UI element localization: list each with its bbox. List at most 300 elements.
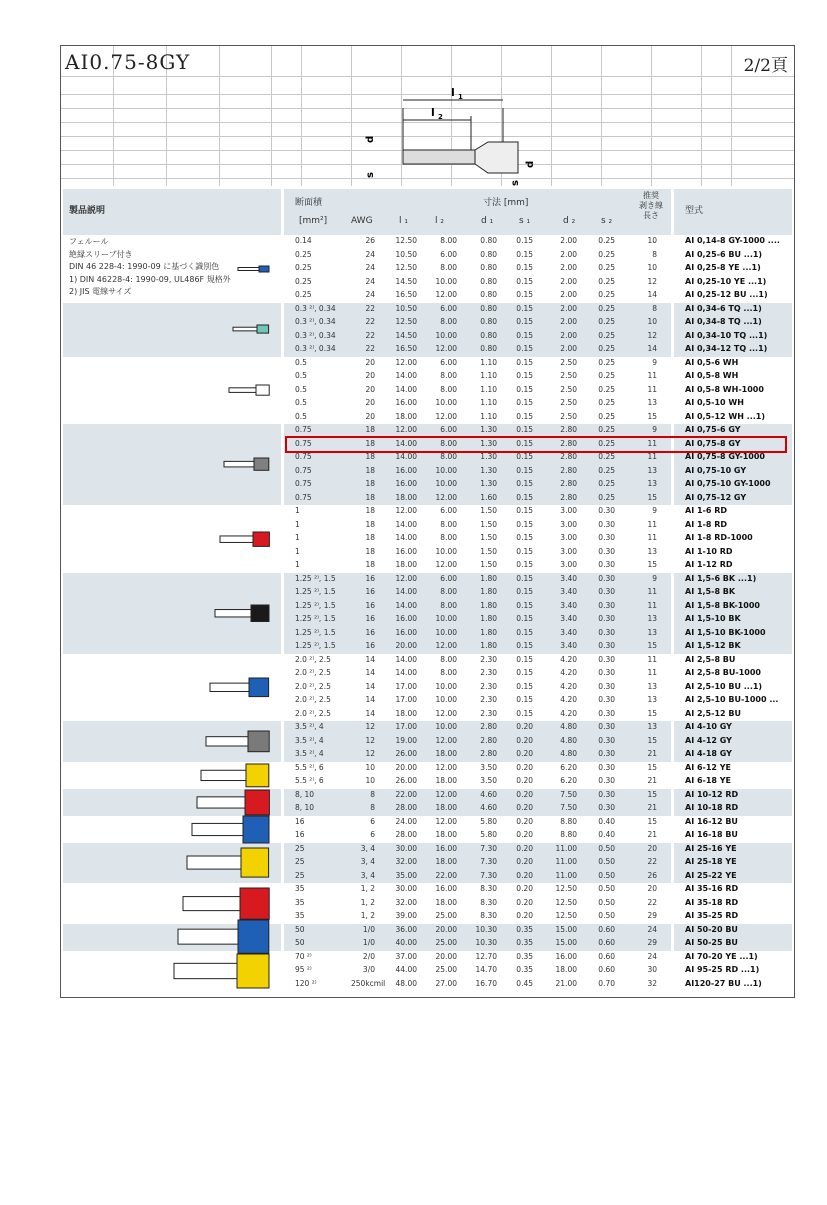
cell: 0.20 [516, 843, 533, 853]
cell: 20.00 [435, 924, 457, 934]
cell: 20 [365, 411, 375, 421]
cell: 18.00 [435, 897, 457, 907]
cell: 6.00 [440, 425, 457, 434]
cell: 30.00 [395, 884, 417, 893]
cell: 2.00 [560, 276, 577, 286]
cell: 16.00 [555, 951, 577, 961]
table-row [63, 330, 792, 344]
type-code: AI 1-12 RD [685, 560, 733, 569]
cell: 0.35 [516, 951, 533, 961]
cell: 0.3 ²⁾, 0.34 [295, 317, 336, 326]
cell: 6 [370, 830, 375, 839]
cell: 0.80 [480, 303, 497, 313]
type-code: AI 4-18 GY [685, 749, 732, 758]
table-row [63, 316, 792, 330]
cell: 0.50 [598, 911, 615, 920]
cell: 22 [365, 317, 375, 326]
cell: 10 [647, 263, 657, 272]
cell: 21.00 [555, 978, 577, 988]
type-code: AI 0,25-6 BU ...1) [685, 249, 763, 259]
cell: 3.40 [560, 573, 577, 583]
cell: 12.00 [435, 290, 457, 299]
cell: 70 ²⁾ [295, 951, 312, 961]
cell: 12.50 [395, 236, 417, 245]
cell: 12.50 [555, 897, 577, 907]
cell: 12 [647, 276, 657, 286]
cell: 0.50 [598, 843, 615, 853]
page-number: 2/2頁 [743, 56, 788, 76]
cell: 14.00 [395, 668, 417, 677]
cell: 24 [365, 290, 375, 299]
header-type: 型式 [685, 206, 704, 216]
cell: 0.14 [295, 236, 312, 245]
cell: 18.00 [395, 492, 417, 502]
cell: 0.15 [516, 290, 533, 299]
cell: 11.00 [555, 870, 577, 880]
cell: 29 [647, 911, 657, 920]
cell: 1.50 [480, 519, 497, 529]
cell: 10.00 [435, 681, 457, 691]
cell: 0.30 [598, 560, 615, 569]
cell: 12.00 [435, 708, 457, 718]
type-code: AI 1,5-8 BK-1000 [685, 600, 760, 610]
type-code: AI 2,5-8 BU [685, 654, 736, 664]
cell: 0.20 [516, 911, 533, 920]
cell: 12.00 [435, 492, 457, 502]
type-code: AI 35-16 RD [685, 884, 739, 893]
ferrule-icon [214, 603, 273, 624]
cell: 0.5 [295, 371, 307, 380]
cell: 0.20 [516, 722, 533, 731]
cell: 20 [365, 398, 375, 407]
cell: 14.00 [395, 654, 417, 664]
cell: 0.30 [598, 654, 615, 664]
cell: 0.15 [516, 681, 533, 691]
cell: 12 [647, 330, 657, 340]
cell: 0.30 [598, 722, 615, 731]
cell: 10.00 [435, 695, 457, 704]
cell: 13 [647, 398, 657, 407]
type-code: AI 2,5-10 BU ...1) [685, 681, 763, 691]
cell: 0.80 [480, 236, 497, 245]
cell: 14 [365, 708, 375, 718]
grid-line [219, 46, 220, 186]
ferrule-icon [200, 762, 273, 789]
cell: 2.00 [560, 330, 577, 340]
cell: 120 ²⁾ [295, 978, 317, 988]
cell: 19.00 [395, 735, 417, 745]
cell: 0.15 [516, 452, 533, 461]
cell: 2.30 [480, 668, 497, 677]
cell: 0.30 [598, 519, 615, 529]
cell: 3.00 [560, 506, 577, 515]
table-row [63, 586, 792, 600]
cell: 14 [365, 654, 375, 664]
cell: 0.25 [598, 357, 615, 367]
cell: 0.5 [295, 384, 307, 394]
cell: 0.20 [516, 830, 533, 839]
note-line: DIN 46 228-4: 1990-09 に基づく識別色 [69, 262, 220, 271]
cell: 14.00 [395, 384, 417, 394]
cell: 16.00 [435, 884, 457, 893]
grid-line [601, 46, 602, 186]
cell: 6.00 [440, 357, 457, 367]
cell: 10.30 [475, 938, 497, 947]
cell: 0.40 [598, 830, 615, 839]
type-code: AI 1-6 RD [685, 506, 727, 515]
cell: 24 [647, 951, 657, 961]
grid-line [351, 46, 352, 186]
table-row [63, 924, 792, 938]
cell: 15 [647, 762, 657, 772]
type-code: AI 1-10 RD [685, 546, 733, 556]
cell: 3.50 [480, 776, 497, 785]
cell: 18 [365, 479, 375, 488]
cell: 15 [647, 789, 657, 799]
table-row [63, 843, 792, 857]
type-code: AI 1,5-6 BK ...1) [685, 573, 757, 583]
cell: 10.00 [435, 546, 457, 556]
table-row [63, 370, 792, 384]
cell: 0.30 [598, 762, 615, 772]
cell: 2/0 [362, 951, 375, 961]
cell: 8 [652, 249, 657, 259]
cell: 3.00 [560, 546, 577, 556]
cell: 10.00 [435, 398, 457, 407]
cell: 1, 2 [360, 884, 375, 893]
table-row [63, 613, 792, 627]
cell: 32.00 [395, 897, 417, 907]
ferrule-dimension-diagram [353, 78, 543, 188]
grid-line [731, 46, 732, 186]
cell: 26.00 [395, 776, 417, 785]
cell: 16.70 [475, 978, 497, 988]
cell: 4.60 [480, 789, 497, 799]
ferrule-icon [191, 814, 273, 845]
cell: 0.60 [598, 965, 615, 974]
cell: 7.30 [480, 843, 497, 853]
table-row [63, 802, 792, 816]
cell: 20.00 [395, 762, 417, 772]
cell: 5.80 [480, 816, 497, 826]
cell: 20.00 [395, 641, 417, 650]
cell: 0.25 [598, 330, 615, 340]
cell: 0.15 [516, 344, 533, 353]
type-code: AI 1,5-10 BK-1000 [685, 627, 766, 637]
table-row [63, 910, 792, 924]
table-row [63, 708, 792, 722]
cell: 12.70 [475, 951, 497, 961]
table-row [63, 532, 792, 546]
cell: 2.30 [480, 654, 497, 664]
cell: 0.30 [598, 546, 615, 556]
table-row [63, 397, 792, 411]
cell: 0.25 [295, 276, 312, 286]
type-code: AI 1,5-12 BK [685, 641, 741, 650]
ferrule-icon [223, 456, 273, 472]
cell: 3, 4 [360, 857, 375, 866]
cell: 16.00 [395, 479, 417, 488]
cell: 10.00 [435, 614, 457, 623]
cell: 0.50 [598, 884, 615, 893]
cell: 4.20 [560, 695, 577, 704]
cell: 20 [365, 371, 375, 380]
cell: 0.20 [516, 803, 533, 812]
cell: 22 [647, 857, 657, 866]
cell: 0.60 [598, 924, 615, 934]
cell: 3.00 [560, 533, 577, 542]
cell: 15 [647, 816, 657, 826]
type-code: AI 0,5-8 WH-1000 [685, 384, 764, 394]
cell: 14.00 [395, 452, 417, 461]
cell: 8.00 [440, 600, 457, 610]
cell: 0.25 [598, 384, 615, 394]
cell: 15 [647, 411, 657, 421]
cell: 24 [365, 249, 375, 259]
cell: 3/0 [362, 965, 375, 974]
cell: 25.00 [435, 911, 457, 920]
cell: 0.25 [598, 479, 615, 488]
cell: 20 [647, 843, 657, 853]
cell: 20.00 [435, 951, 457, 961]
cell: 1.10 [480, 357, 497, 367]
cell: 0.15 [516, 465, 533, 475]
cell: 14.00 [395, 519, 417, 529]
cell: 6.20 [560, 776, 577, 785]
cell: 0.15 [516, 492, 533, 502]
cell: 6 [370, 816, 375, 826]
cell: 1.30 [480, 479, 497, 488]
cell: 10 [365, 776, 375, 785]
cell: 22.00 [435, 870, 457, 880]
cell: 3.5 ²⁾, 4 [295, 749, 324, 758]
table-row [63, 600, 792, 614]
cell: 10.00 [435, 465, 457, 475]
cell: 3.50 [480, 762, 497, 772]
ferrule-icon [232, 323, 273, 335]
cell: 0.75 [295, 425, 312, 434]
cell: 8.00 [440, 371, 457, 380]
cell: 8.00 [440, 317, 457, 326]
cell: 18 [365, 546, 375, 556]
cell: 12.50 [555, 884, 577, 893]
cell: 0.3 ²⁾, 0.34 [295, 303, 336, 313]
header-cross-section: 断面積 [295, 198, 323, 208]
cell: 0.20 [516, 749, 533, 758]
type-code: AI 0,75-6 GY [685, 425, 741, 434]
cell: 16 [365, 587, 375, 596]
cell: 11 [647, 519, 657, 529]
cell: 13 [647, 546, 657, 556]
cell: 0.30 [598, 668, 615, 677]
type-code: AI 0,75-8 GY [685, 438, 741, 448]
cell: 18 [365, 452, 375, 461]
cell: 2.50 [560, 357, 577, 367]
cell: 11 [647, 384, 657, 394]
cell: 15 [647, 708, 657, 718]
cell: 18 [365, 519, 375, 529]
cell: 0.15 [516, 533, 533, 542]
type-code: AI 0,75-10 GY-1000 [685, 479, 771, 488]
cell: 1.25 ²⁾, 1.5 [295, 627, 336, 637]
cell: 8 [370, 803, 375, 812]
cell: 12.00 [435, 735, 457, 745]
cell: 15 [647, 735, 657, 745]
cell: 2.80 [560, 425, 577, 434]
table-row [63, 883, 792, 897]
cell: 8.80 [560, 816, 577, 826]
header-d2: d ₂ [563, 216, 576, 226]
cell: 0.70 [598, 978, 615, 988]
cell: 3.40 [560, 641, 577, 650]
cell: 12.00 [395, 506, 417, 515]
cell: 2.00 [560, 263, 577, 272]
cell: 4.80 [560, 735, 577, 745]
cell: 10 [647, 317, 657, 326]
cell: 11 [647, 668, 657, 677]
cell: 18.00 [395, 411, 417, 421]
type-code: AI 70-20 YE ...1) [685, 951, 758, 961]
cell: 0.30 [598, 695, 615, 704]
cell: 0.15 [516, 546, 533, 556]
cell: 35.00 [395, 870, 417, 880]
cell: 0.15 [516, 438, 533, 448]
type-code: AI 1,5-8 BK [685, 587, 736, 596]
cell: 0.60 [598, 938, 615, 947]
header-d1: d ₁ [481, 216, 494, 226]
type-code: AI 35-18 RD [685, 897, 739, 907]
header-description: 製品説明 [69, 206, 106, 216]
cell: 3.40 [560, 627, 577, 637]
cell: 50 [295, 924, 305, 934]
table-row [63, 870, 792, 884]
cell: 16 [295, 816, 305, 826]
table-row [63, 816, 792, 830]
cell: 8.00 [440, 654, 457, 664]
type-code: AI120-27 BU ...1) [685, 978, 762, 988]
ferrule-icon [209, 676, 273, 699]
cell: 4.80 [560, 722, 577, 731]
cell: 5.5 ²⁾, 6 [295, 776, 324, 785]
cell: 1.25 ²⁾, 1.5 [295, 600, 336, 610]
type-code: AI 35-25 RD [685, 911, 739, 920]
cell: 12.50 [555, 911, 577, 920]
cell: 24.00 [395, 816, 417, 826]
cell: 8.00 [440, 668, 457, 677]
cell: 44.00 [395, 965, 417, 974]
cell: 4.60 [480, 803, 497, 812]
cell: 1, 2 [360, 911, 375, 920]
cell: 14.50 [395, 330, 417, 340]
header-mm2: [mm²] [299, 216, 328, 226]
cell: 2.00 [560, 236, 577, 245]
grid-line [271, 46, 272, 186]
column-separator-left [281, 189, 284, 997]
cell: 28.00 [395, 830, 417, 839]
cell: 0.60 [598, 951, 615, 961]
cell: 0.80 [480, 317, 497, 326]
header-s2: s ₂ [601, 216, 613, 226]
cell: 18 [365, 506, 375, 515]
type-code: AI 10-12 RD [685, 789, 739, 799]
note-line: フェルール [69, 237, 109, 246]
cell: 10.50 [395, 303, 417, 313]
cell: 22 [365, 330, 375, 340]
cell: 7.30 [480, 857, 497, 866]
grid-line [701, 46, 702, 186]
table-row [63, 681, 792, 695]
cell: 18.00 [435, 803, 457, 812]
cell: 0.25 [598, 492, 615, 502]
cell: 3.00 [560, 519, 577, 529]
cell: 5.80 [480, 830, 497, 839]
cell: 1.30 [480, 465, 497, 475]
cell: 12.00 [435, 762, 457, 772]
cell: 0.25 [598, 425, 615, 434]
cell: 0.80 [480, 290, 497, 299]
type-code: AI 2,5-8 BU-1000 [685, 668, 761, 677]
cell: 1/0 [362, 924, 375, 934]
table-row [63, 303, 792, 317]
cell: 16.50 [395, 344, 417, 353]
cell: 29 [647, 938, 657, 947]
cell: 0.15 [516, 654, 533, 664]
cell: 16.00 [395, 627, 417, 637]
header-dimensions: 寸法 [mm] [483, 198, 529, 208]
cell: 0.30 [598, 681, 615, 691]
cell: 18.00 [435, 857, 457, 866]
cell: 12.00 [435, 344, 457, 353]
cell: 1 [295, 546, 300, 556]
cell: 8.00 [440, 452, 457, 461]
cell: 0.80 [480, 263, 497, 272]
cell: 0.15 [516, 317, 533, 326]
cell: 12.50 [395, 263, 417, 272]
cell: 15.00 [555, 938, 577, 947]
cell: 2.80 [480, 735, 497, 745]
cell: 9 [652, 506, 657, 515]
cell: 2.0 ²⁾, 2.5 [295, 668, 331, 677]
cell: 18.00 [435, 830, 457, 839]
header-l1: l ₁ [399, 216, 408, 226]
cell: 8.00 [440, 533, 457, 542]
table-row [63, 411, 792, 425]
cell: 0.15 [516, 695, 533, 704]
header-awg: AWG [351, 216, 373, 226]
cell: 0.15 [516, 303, 533, 313]
cell: 0.20 [516, 816, 533, 826]
ferrule-icon [182, 886, 273, 921]
cell: 2.80 [560, 452, 577, 461]
cell: 35 [295, 884, 305, 893]
table-row [63, 937, 792, 951]
cell: 0.30 [598, 776, 615, 785]
header-strip-length: 推奨 剥き線 長さ [639, 191, 663, 220]
cell: 10.50 [395, 249, 417, 259]
cell: 17.00 [395, 695, 417, 704]
cell: 11 [647, 533, 657, 542]
cell: 25 [295, 857, 305, 866]
cell: 1, 2 [360, 897, 375, 907]
cell: 8.00 [440, 587, 457, 596]
cell: 48.00 [395, 978, 417, 988]
ferrule-icon [237, 264, 273, 274]
cell: 0.5 [295, 411, 307, 421]
type-code: AI 0,25-12 BU ...1) [685, 290, 768, 299]
cell: 30 [647, 965, 657, 974]
cell: 0.20 [516, 789, 533, 799]
cell: 0.20 [516, 870, 533, 880]
